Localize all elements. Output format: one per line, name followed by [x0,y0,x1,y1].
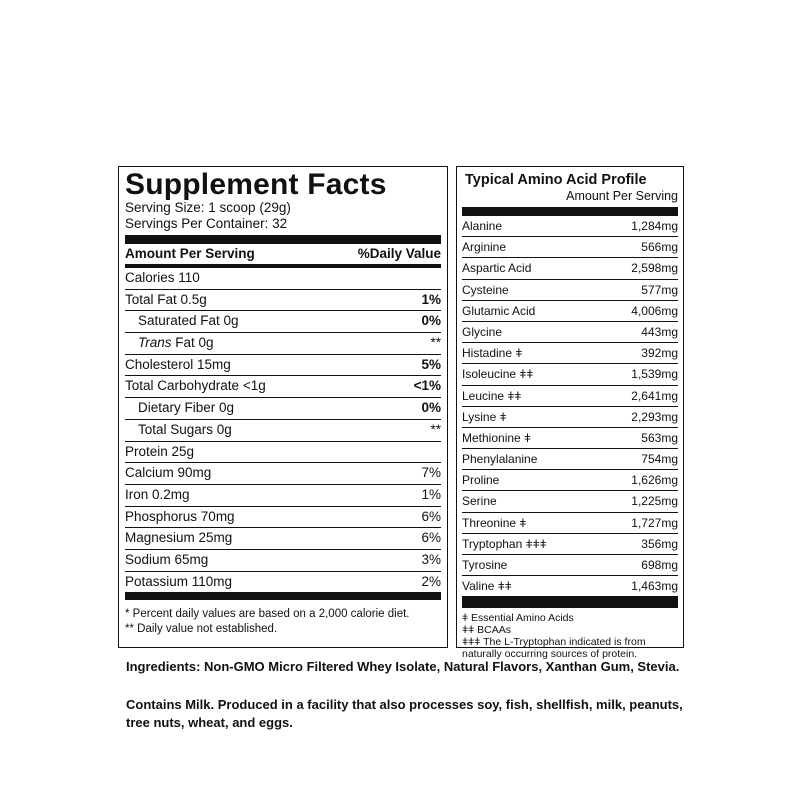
footnote-bcaa: ǂǂ BCAAs [462,624,512,637]
footnote-essential: ǂ Essential Amino Acids [462,612,574,625]
nutrient-label: Protein 25g [125,443,195,459]
amino-acid-title: Typical Amino Acid Profile [465,172,647,188]
amino-row [462,385,678,406]
amino-amount: 1,626mg [631,473,678,488]
amino-amount: 1,463mg [631,579,678,594]
nutrient-daily-value: 6% [421,508,441,524]
amino-name: Serine [462,494,497,509]
amino-amount: 754mg [641,452,678,467]
amino-row [462,363,678,384]
amino-row [462,427,678,448]
amino-name: Glutamic Acid [462,303,536,318]
nutrient-label: Trans Fat 0g [138,335,214,351]
nutrient-label: Cholesterol 15mg [125,356,231,372]
amino-amount: 577mg [641,282,678,297]
nutrient-label: Phosphorus 70mg [125,508,235,524]
nutrient-rows [125,268,441,592]
nutrient-label: Calcium 90mg [125,465,212,481]
amino-divider-bottom [462,596,678,608]
amount-per-serving-label: Amount Per Serving [125,246,255,261]
nutrient-label: Total Fat 0.5g [125,291,207,307]
amino-amount: 2,598mg [631,261,678,276]
amino-row [462,236,678,257]
amino-name: Leucine ǂǂ [462,388,522,403]
amino-acid-panel [456,166,684,661]
nutrient-label: Iron 0.2mg [125,486,190,502]
supplement-facts-title: Supplement Facts [125,168,387,201]
amino-row [462,300,678,321]
servings-per-container: Servings Per Container: 32 [125,216,288,231]
nutrient-daily-value: 0% [421,400,441,416]
amino-row [462,554,678,575]
nutrient-daily-value: <1% [413,378,441,394]
nutrient-daily-value: 2% [421,573,441,589]
daily-value-label: %Daily Value [357,246,441,261]
divider-thick-bottom [125,592,441,600]
nutrient-row [125,354,441,376]
amino-name: Lysine ǂ [462,409,507,424]
nutrient-row [125,571,441,593]
amino-row [462,469,678,490]
amino-amount: 1,539mg [631,367,678,382]
nutrient-row [125,549,441,571]
amino-amount: 2,641mg [631,388,678,403]
amino-row [462,342,678,363]
amino-row [462,575,678,596]
nutrient-row [125,419,441,441]
nutrient-daily-value: ** [430,421,441,437]
nutrient-row [125,397,441,419]
nutrient-row [125,375,441,397]
amino-name: Cysteine [462,282,509,297]
nutrient-row [125,484,441,506]
amino-divider-thick [462,207,678,216]
nutrient-row [125,289,441,311]
divider-thick [125,235,441,244]
allergen-statement: Contains Milk. Produced in a facility that also processes soy, fish, shellfish, milk, peanuts, tree nuts, wheat, and eggs. [126,697,683,730]
amino-row [462,448,678,469]
nutrient-row [125,506,441,528]
nutrient-daily-value: 6% [421,530,441,546]
amino-amount: 1,727mg [631,515,678,530]
amino-amount: 356mg [641,536,678,551]
amino-footnotes [462,608,678,660]
amino-row [462,216,678,236]
footnote-dv-not-established: ** Daily value not established. [125,623,278,636]
ingredients-statement [126,658,726,676]
nutrient-label: Saturated Fat 0g [138,313,239,329]
nutrient-daily-value: 3% [421,551,441,567]
amino-name: Phenylalanine [462,452,538,467]
amino-name: Valine ǂǂ [462,579,512,594]
amino-name: Tryptophan ǂǂǂ [462,536,547,551]
amino-name: Threonine ǂ [462,515,527,530]
amino-amount: 1,225mg [631,494,678,509]
footnote-tryptophan: ǂǂǂ The L-Tryptophan indicated is from naturally occurring sources of protein. [462,636,646,661]
amino-rows [462,216,678,596]
amino-name: Glycine [462,324,503,339]
amino-row [462,490,678,511]
nutrient-label: Total Carbohydrate <1g [125,378,266,394]
footnote-percent-dv: * Percent daily values are based on a 2,000 calorie diet. [125,608,410,621]
nutrient-row [125,441,441,463]
nutrient-label: Magnesium 25mg [125,530,233,546]
amino-amount: 698mg [641,558,678,572]
amino-amount: 566mg [641,240,678,255]
nutrient-daily-value: 1% [421,291,441,307]
amount-header [125,244,441,264]
nutrient-row [125,462,441,484]
amino-name: Methionine ǂ [462,430,532,445]
nutrient-daily-value: ** [430,335,441,351]
amino-amount-per-serving: Amount Per Serving [566,189,678,203]
nutrient-daily-value: 0% [421,313,441,329]
ingredients-label: Ingredients: [126,659,201,674]
amino-amount: 443mg [641,324,678,339]
nutrient-label: Total Sugars 0g [138,421,232,437]
amino-amount: 2,293mg [631,409,678,424]
amino-row [462,321,678,342]
amino-amount: 1,284mg [631,219,678,233]
supplement-facts-panel [118,166,448,648]
amino-name: Proline [462,473,500,488]
nutrient-row [125,310,441,332]
ingredients-text: Non-GMO Micro Filtered Whey Isolate, Natural Flavors, Xanthan Gum, Stevia. [200,659,680,674]
amino-row [462,512,678,533]
nutrient-label: Dietary Fiber 0g [138,400,235,416]
nutrient-row [125,332,441,354]
nutrient-label: Potassium 110mg [125,573,233,589]
amino-name: Histadine ǂ [462,346,523,361]
serving-size: Serving Size: 1 scoop (29g) [125,200,291,215]
nutrient-daily-value: 5% [421,356,441,372]
amino-name: Alanine [462,219,503,233]
amino-amount: 563mg [641,430,678,445]
amino-name: Isoleucine ǂǂ [462,367,534,382]
amino-row [462,279,678,300]
nutrient-label: Calories 110 [125,270,200,285]
nutrient-row [125,268,441,289]
amino-amount: 392mg [641,346,678,361]
nutrient-daily-value: 7% [421,465,441,481]
amino-row [462,257,678,278]
nutrient-row [125,527,441,549]
amino-name: Tyrosine [462,558,508,572]
nutrient-label: Sodium 65mg [125,551,209,567]
amino-row [462,406,678,427]
nutrient-daily-value: 1% [421,486,441,502]
amino-amount: 4,006mg [631,303,678,318]
amino-row [462,533,678,554]
amino-name: Arginine [462,240,507,255]
amino-name: Aspartic Acid [462,261,532,276]
sf-footnotes [125,600,441,637]
